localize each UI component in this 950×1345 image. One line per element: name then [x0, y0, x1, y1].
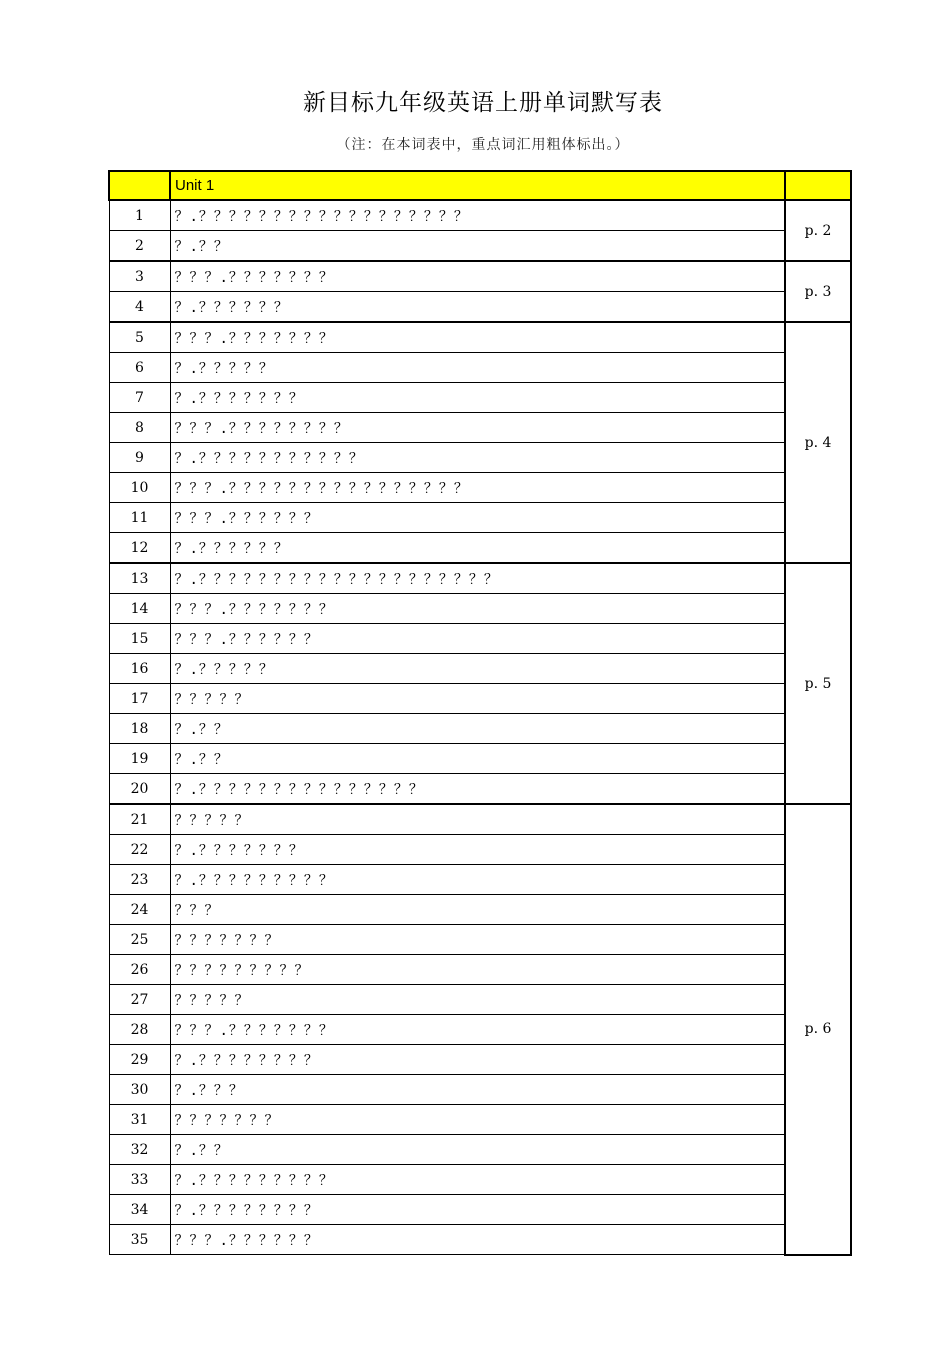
- table-row: [109, 231, 851, 262]
- table-row: [109, 865, 851, 895]
- table-row: [109, 594, 851, 624]
- word-meaning: ？？？: [170, 895, 785, 925]
- word-meaning: ？.？？？？？？？？？？？？？？？: [170, 774, 785, 805]
- vocabulary-table: [108, 170, 852, 1256]
- word-meaning: ？.？？？？？？？？: [170, 1045, 785, 1075]
- word-meaning: ？.？？？？？？？？？: [170, 1165, 785, 1195]
- table-row: [109, 292, 851, 323]
- page-reference: p. 3: [785, 261, 851, 322]
- page-reference: p. 2: [785, 200, 851, 261]
- row-number: 1: [109, 200, 170, 231]
- table-row: [109, 200, 851, 231]
- table-row: [109, 895, 851, 925]
- word-meaning: ？？？？？？？: [170, 925, 785, 955]
- page-reference: p. 6: [785, 804, 851, 1255]
- table-row: [109, 774, 851, 805]
- row-number: 11: [109, 503, 170, 533]
- row-number: 17: [109, 684, 170, 714]
- table-row: [109, 413, 851, 443]
- table-row: [109, 1105, 851, 1135]
- table-row: [109, 1195, 851, 1225]
- word-meaning: ？？？？？？？: [170, 1105, 785, 1135]
- row-number: 6: [109, 353, 170, 383]
- row-number: 27: [109, 985, 170, 1015]
- word-meaning: ？？？？？: [170, 804, 785, 835]
- page-title: 新目标九年级英语上册单词默写表: [303, 90, 663, 116]
- word-meaning: ？.？？？？？？？？: [170, 1195, 785, 1225]
- row-number: 24: [109, 895, 170, 925]
- table-row: [109, 684, 851, 714]
- table-row: [109, 503, 851, 533]
- word-meaning: ？.？？: [170, 231, 785, 262]
- table-row: [109, 624, 851, 654]
- table-row: [109, 563, 851, 594]
- word-meaning: ？.？？？？？？？: [170, 835, 785, 865]
- table-row: [109, 925, 851, 955]
- header-number-cell: [109, 171, 170, 200]
- header-page-cell: [785, 171, 851, 200]
- page-note: （注：在本词表中，重点词汇用粗体标出。）: [336, 137, 630, 153]
- table-row: [109, 443, 851, 473]
- table-row: [109, 1015, 851, 1045]
- row-number: 5: [109, 322, 170, 353]
- row-number: 35: [109, 1225, 170, 1255]
- word-meaning: ？.？？？？？？？？？: [170, 865, 785, 895]
- table-row: [109, 654, 851, 684]
- unit-label: Unit 1: [170, 171, 785, 200]
- table-row: [109, 955, 851, 985]
- row-number: 34: [109, 1195, 170, 1225]
- row-number: 12: [109, 533, 170, 564]
- page-reference: p. 5: [785, 563, 851, 804]
- table-row: [109, 835, 851, 865]
- table-row: [109, 714, 851, 744]
- word-meaning: ？.？？？？？？？？？？？？？？？？？？: [170, 200, 785, 231]
- word-meaning: ？.？？？？？？: [170, 533, 785, 564]
- row-number: 20: [109, 774, 170, 805]
- row-number: 15: [109, 624, 170, 654]
- word-meaning: ？.？？？？？？？？？？？: [170, 443, 785, 473]
- row-number: 25: [109, 925, 170, 955]
- word-meaning: ？？？？？？？？？: [170, 955, 785, 985]
- row-number: 14: [109, 594, 170, 624]
- row-number: 2: [109, 231, 170, 262]
- table-row: [109, 473, 851, 503]
- row-number: 4: [109, 292, 170, 323]
- word-meaning: ？？？.？？？？？？？: [170, 261, 785, 292]
- table-row: [109, 353, 851, 383]
- row-number: 13: [109, 563, 170, 594]
- word-meaning: ？.？？？？？？？？？？？？？？？？？？？？: [170, 563, 785, 594]
- row-number: 21: [109, 804, 170, 835]
- word-meaning: ？.？？？？？？？: [170, 383, 785, 413]
- row-number: 19: [109, 744, 170, 774]
- row-number: 29: [109, 1045, 170, 1075]
- row-number: 16: [109, 654, 170, 684]
- word-meaning: ？？？.？？？？？？？？？？？？？？？？: [170, 473, 785, 503]
- row-number: 7: [109, 383, 170, 413]
- table-row: [109, 1075, 851, 1105]
- row-number: 3: [109, 261, 170, 292]
- table-row: [109, 1225, 851, 1255]
- word-meaning: ？？？.？？？？？？？: [170, 322, 785, 353]
- table-row: [109, 804, 851, 835]
- word-meaning: ？.？？？？？: [170, 654, 785, 684]
- word-meaning: ？？？.？？？？？？？？: [170, 413, 785, 443]
- row-number: 9: [109, 443, 170, 473]
- table-row: [109, 261, 851, 292]
- table-row: [109, 744, 851, 774]
- word-meaning: ？？？.？？？？？？？: [170, 1015, 785, 1045]
- row-number: 23: [109, 865, 170, 895]
- row-number: 30: [109, 1075, 170, 1105]
- word-meaning: ？？？？？: [170, 985, 785, 1015]
- row-number: 8: [109, 413, 170, 443]
- word-meaning: ？？？？？: [170, 684, 785, 714]
- table-row: [109, 533, 851, 564]
- row-number: 33: [109, 1165, 170, 1195]
- table-header-row: [109, 171, 851, 200]
- page-reference: p. 4: [785, 322, 851, 563]
- row-number: 28: [109, 1015, 170, 1045]
- table-row: [109, 1045, 851, 1075]
- word-meaning: ？？？.？？？？？？: [170, 624, 785, 654]
- word-meaning: ？.？？？？？？: [170, 292, 785, 323]
- table-row: [109, 383, 851, 413]
- table-row: [109, 985, 851, 1015]
- word-meaning: ？.？？: [170, 714, 785, 744]
- row-number: 22: [109, 835, 170, 865]
- row-number: 26: [109, 955, 170, 985]
- word-meaning: ？.？？: [170, 744, 785, 774]
- row-number: 31: [109, 1105, 170, 1135]
- word-meaning: ？.？？: [170, 1135, 785, 1165]
- table-row: [109, 1165, 851, 1195]
- word-meaning: ？？？.？？？？？？？: [170, 594, 785, 624]
- row-number: 10: [109, 473, 170, 503]
- table-row: [109, 322, 851, 353]
- row-number: 32: [109, 1135, 170, 1165]
- word-meaning: ？？？.？？？？？？: [170, 1225, 785, 1255]
- word-meaning: ？.？？？: [170, 1075, 785, 1105]
- row-number: 18: [109, 714, 170, 744]
- word-meaning: ？？？.？？？？？？: [170, 503, 785, 533]
- table-row: [109, 1135, 851, 1165]
- word-meaning: ？.？？？？？: [170, 353, 785, 383]
